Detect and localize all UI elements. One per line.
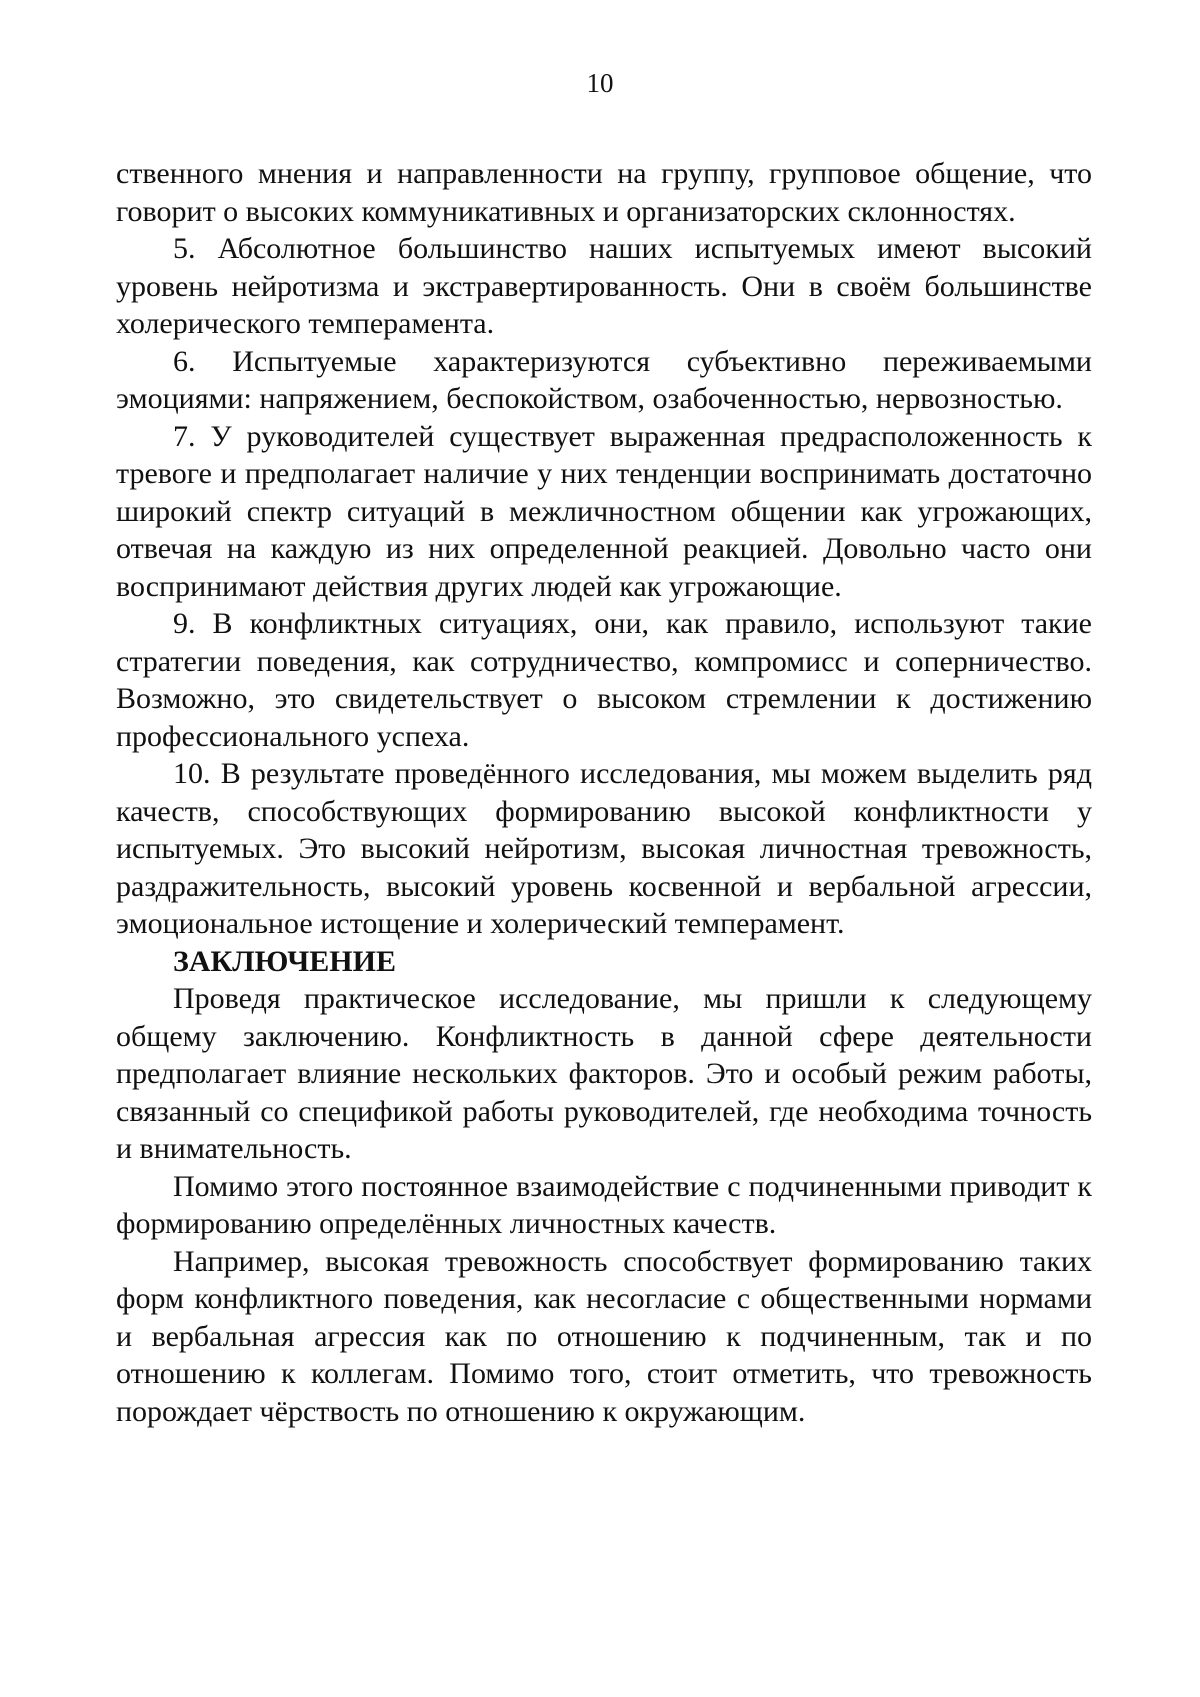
paragraph-item-5: 5. Абсолютное большинство наших испытуемых имеют высокий уровень нейротизма и экстравертированность. Они в своём большинстве холерического темперамента. — [116, 232, 1092, 340]
conclusion-paragraph: Например, высокая тревожность способствует формированию таких форм конфликтного поведения, как несогласие с общественными нормами и вербальная агрессия как по отношению к подчиненным, так и по отношению к коллегам. Помимо того, стоит отметить, что тревожность порождает чёрствость по отношению к окружающим. — [116, 1244, 1092, 1428]
paragraph-item-9: 9. В конфликтных ситуациях, они, как правило, используют такие стратегии поведения, как сотрудничество, компромисс и соперничество. Возможно, это свидетельствует о высоком стремлении к достижению профессионального успеха. — [116, 607, 1092, 753]
conclusion-paragraph: Помимо этого постоянное взаимодействие с подчиненными приводит к формированию определённых личностных качеств. — [116, 1169, 1092, 1240]
paragraph-item-7: 7. У руководителей существует выраженная предрасположенность к тревоге и предполагает наличие у них тенденции воспринимать достаточно широкий спектр ситуаций в межличностном общении как угрожающих, отвечая на каждую из них определенной реакцией. Довольно часто они воспринимают действия других людей как угрожающие. — [116, 419, 1092, 603]
conclusion-heading: ЗАКЛЮЧЕНИЕ — [173, 944, 396, 978]
page-number: 10 — [586, 68, 614, 98]
conclusion-paragraph: Проведя практическое исследование, мы пришли к следующему общему заключению. Конфликтность в данной сфере деятельности предполагает влияние нескольких факторов. Это и особый режим работы, связанный со спецификой работы руководителей, где необходима точность и внимательность. — [116, 982, 1092, 1165]
body-text — [116, 155, 1092, 1430]
paragraph-item-10: 10. В результате проведённого исследования, мы можем выделить ряд качеств, способствующих формированию высокой конфликтности у испытуемых. Это высокий нейротизм, высокая личностная тревожность, раздражительность, высокий уровень косвенной и вербальной агрессии, эмоциональное истощение и холерический темперамент. — [116, 757, 1092, 940]
paragraph-item-6: 6. Испытуемые характеризуются субъективно переживаемыми эмоциями: напряжением, беспокойством, озабоченностью, нервозностью. — [116, 344, 1092, 415]
paragraph-continued: ственного мнения и направленности на группу, групповое общение, что говорит о высоких коммуникативных и организаторских склонностях. — [116, 157, 1092, 228]
